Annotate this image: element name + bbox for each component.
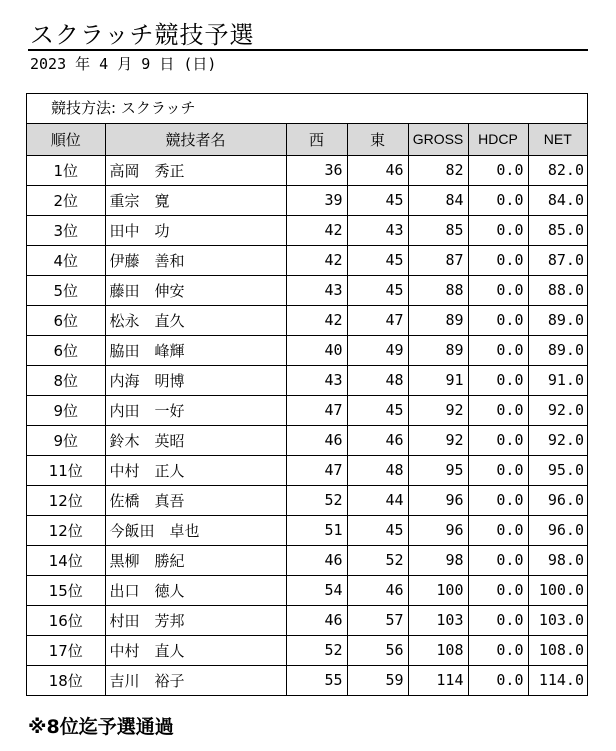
player-name-cell: 中村 直人: [105, 635, 286, 665]
handicap-cell: 0.0: [468, 605, 528, 635]
gross-score-cell: 98: [408, 545, 468, 575]
gross-score-cell: 84: [408, 185, 468, 215]
player-name-cell: 重宗 寛: [105, 185, 286, 215]
rank-cell: 1位: [27, 155, 105, 185]
net-score-cell: 88.0: [528, 275, 587, 305]
net-score-cell: 96.0: [528, 485, 587, 515]
west-score-cell: 43: [286, 365, 347, 395]
table-row: [27, 335, 587, 365]
net-score-cell: 92.0: [528, 425, 587, 455]
east-score-cell: 46: [347, 575, 408, 605]
handicap-cell: 0.0: [468, 365, 528, 395]
player-name-cell: 伊藤 善和: [105, 245, 286, 275]
player-name-cell: 今飯田 卓也: [105, 515, 286, 545]
rank-cell: 5位: [27, 275, 105, 305]
column-header-net: NET: [528, 124, 587, 155]
page-title: スクラッチ競技予選: [30, 21, 255, 49]
table-row: [27, 185, 587, 215]
gross-score-cell: 96: [408, 515, 468, 545]
player-name-cell: 黒柳 勝紀: [105, 545, 286, 575]
rank-cell: 12位: [27, 515, 105, 545]
handicap-cell: 0.0: [468, 545, 528, 575]
gross-score-cell: 88: [408, 275, 468, 305]
table-row: [27, 515, 587, 545]
column-header-rank: 順位: [27, 124, 105, 155]
net-score-cell: 89.0: [528, 305, 587, 335]
net-score-cell: 103.0: [528, 605, 587, 635]
table-row: [27, 155, 587, 185]
gross-score-cell: 91: [408, 365, 468, 395]
east-score-cell: 45: [347, 515, 408, 545]
handicap-cell: 0.0: [468, 665, 528, 695]
rank-cell: 17位: [27, 635, 105, 665]
table-row: [27, 485, 587, 515]
gross-score-cell: 92: [408, 395, 468, 425]
rank-cell: 12位: [27, 485, 105, 515]
gross-score-cell: 92: [408, 425, 468, 455]
handicap-cell: 0.0: [468, 425, 528, 455]
table-row: [27, 635, 587, 665]
gross-score-cell: 114: [408, 665, 468, 695]
west-score-cell: 52: [286, 485, 347, 515]
player-name-cell: 鈴木 英昭: [105, 425, 286, 455]
handicap-cell: 0.0: [468, 245, 528, 275]
gross-score-cell: 95: [408, 455, 468, 485]
player-name-cell: 吉川 裕子: [105, 665, 286, 695]
handicap-cell: 0.0: [468, 215, 528, 245]
results-table-container: [26, 93, 588, 696]
east-score-cell: 45: [347, 275, 408, 305]
gross-score-cell: 108: [408, 635, 468, 665]
west-score-cell: 46: [286, 425, 347, 455]
east-score-cell: 46: [347, 155, 408, 185]
table-body: [27, 155, 587, 695]
table-row: [27, 455, 587, 485]
rank-cell: 8位: [27, 365, 105, 395]
table-row: [27, 605, 587, 635]
column-header-gross: GROSS: [408, 124, 468, 155]
net-score-cell: 100.0: [528, 575, 587, 605]
rank-cell: 3位: [27, 215, 105, 245]
handicap-cell: 0.0: [468, 635, 528, 665]
gross-score-cell: 85: [408, 215, 468, 245]
east-score-cell: 46: [347, 425, 408, 455]
west-score-cell: 47: [286, 455, 347, 485]
column-header-hdcp: HDCP: [468, 124, 528, 155]
table-header-row: [27, 124, 587, 155]
west-score-cell: 43: [286, 275, 347, 305]
net-score-cell: 85.0: [528, 215, 587, 245]
west-score-cell: 42: [286, 245, 347, 275]
west-score-cell: 39: [286, 185, 347, 215]
table-row: [27, 665, 587, 695]
west-score-cell: 36: [286, 155, 347, 185]
table-row: [27, 245, 587, 275]
net-score-cell: 114.0: [528, 665, 587, 695]
player-name-cell: 佐橋 真吾: [105, 485, 286, 515]
table-row: [27, 425, 587, 455]
gross-score-cell: 82: [408, 155, 468, 185]
handicap-cell: 0.0: [468, 395, 528, 425]
rank-cell: 4位: [27, 245, 105, 275]
results-table: [27, 124, 587, 695]
handicap-cell: 0.0: [468, 335, 528, 365]
rank-cell: 11位: [27, 455, 105, 485]
player-name-cell: 藤田 伸安: [105, 275, 286, 305]
gross-score-cell: 87: [408, 245, 468, 275]
gross-score-cell: 96: [408, 485, 468, 515]
qualification-note: ※8位迄予選通過: [28, 716, 174, 738]
rank-cell: 9位: [27, 425, 105, 455]
player-name-cell: 村田 芳邦: [105, 605, 286, 635]
net-score-cell: 91.0: [528, 365, 587, 395]
rank-cell: 16位: [27, 605, 105, 635]
net-score-cell: 108.0: [528, 635, 587, 665]
column-header-east: 東: [347, 124, 408, 155]
rank-cell: 15位: [27, 575, 105, 605]
gross-score-cell: 100: [408, 575, 468, 605]
column-header-player-name: 競技者名: [105, 124, 286, 155]
east-score-cell: 49: [347, 335, 408, 365]
west-score-cell: 46: [286, 545, 347, 575]
west-score-cell: 51: [286, 515, 347, 545]
rank-cell: 6位: [27, 335, 105, 365]
rank-cell: 18位: [27, 665, 105, 695]
table-row: [27, 305, 587, 335]
net-score-cell: 84.0: [528, 185, 587, 215]
net-score-cell: 89.0: [528, 335, 587, 365]
handicap-cell: 0.0: [468, 515, 528, 545]
handicap-cell: 0.0: [468, 455, 528, 485]
player-name-cell: 松永 直久: [105, 305, 286, 335]
gross-score-cell: 103: [408, 605, 468, 635]
east-score-cell: 43: [347, 215, 408, 245]
gross-score-cell: 89: [408, 305, 468, 335]
east-score-cell: 45: [347, 185, 408, 215]
table-row: [27, 365, 587, 395]
rank-cell: 2位: [27, 185, 105, 215]
net-score-cell: 87.0: [528, 245, 587, 275]
event-date: 2023 年 4 月 9 日 (日): [30, 55, 217, 73]
west-score-cell: 42: [286, 305, 347, 335]
handicap-cell: 0.0: [468, 305, 528, 335]
west-score-cell: 47: [286, 395, 347, 425]
player-name-cell: 内海 明博: [105, 365, 286, 395]
rank-cell: 6位: [27, 305, 105, 335]
player-name-cell: 脇田 峰輝: [105, 335, 286, 365]
net-score-cell: 82.0: [528, 155, 587, 185]
player-name-cell: 出口 徳人: [105, 575, 286, 605]
net-score-cell: 96.0: [528, 515, 587, 545]
rank-cell: 9位: [27, 395, 105, 425]
player-name-cell: 高岡 秀正: [105, 155, 286, 185]
east-score-cell: 45: [347, 395, 408, 425]
handicap-cell: 0.0: [468, 575, 528, 605]
table-row: [27, 395, 587, 425]
table-row: [27, 275, 587, 305]
net-score-cell: 92.0: [528, 395, 587, 425]
handicap-cell: 0.0: [468, 485, 528, 515]
east-score-cell: 44: [347, 485, 408, 515]
handicap-cell: 0.0: [468, 185, 528, 215]
east-score-cell: 52: [347, 545, 408, 575]
net-score-cell: 95.0: [528, 455, 587, 485]
west-score-cell: 54: [286, 575, 347, 605]
player-name-cell: 田中 功: [105, 215, 286, 245]
handicap-cell: 0.0: [468, 275, 528, 305]
column-header-west: 西: [286, 124, 347, 155]
handicap-cell: 0.0: [468, 155, 528, 185]
east-score-cell: 59: [347, 665, 408, 695]
east-score-cell: 45: [347, 245, 408, 275]
table-row: [27, 575, 587, 605]
west-score-cell: 55: [286, 665, 347, 695]
east-score-cell: 57: [347, 605, 408, 635]
east-score-cell: 48: [347, 455, 408, 485]
west-score-cell: 46: [286, 605, 347, 635]
east-score-cell: 48: [347, 365, 408, 395]
net-score-cell: 98.0: [528, 545, 587, 575]
west-score-cell: 52: [286, 635, 347, 665]
west-score-cell: 40: [286, 335, 347, 365]
table-row: [27, 545, 587, 575]
gross-score-cell: 89: [408, 335, 468, 365]
title-underline: [28, 49, 588, 51]
east-score-cell: 56: [347, 635, 408, 665]
player-name-cell: 内田 一好: [105, 395, 286, 425]
player-name-cell: 中村 正人: [105, 455, 286, 485]
rank-cell: 14位: [27, 545, 105, 575]
west-score-cell: 42: [286, 215, 347, 245]
competition-method: 競技方法: スクラッチ: [27, 94, 587, 124]
table-row: [27, 215, 587, 245]
east-score-cell: 47: [347, 305, 408, 335]
